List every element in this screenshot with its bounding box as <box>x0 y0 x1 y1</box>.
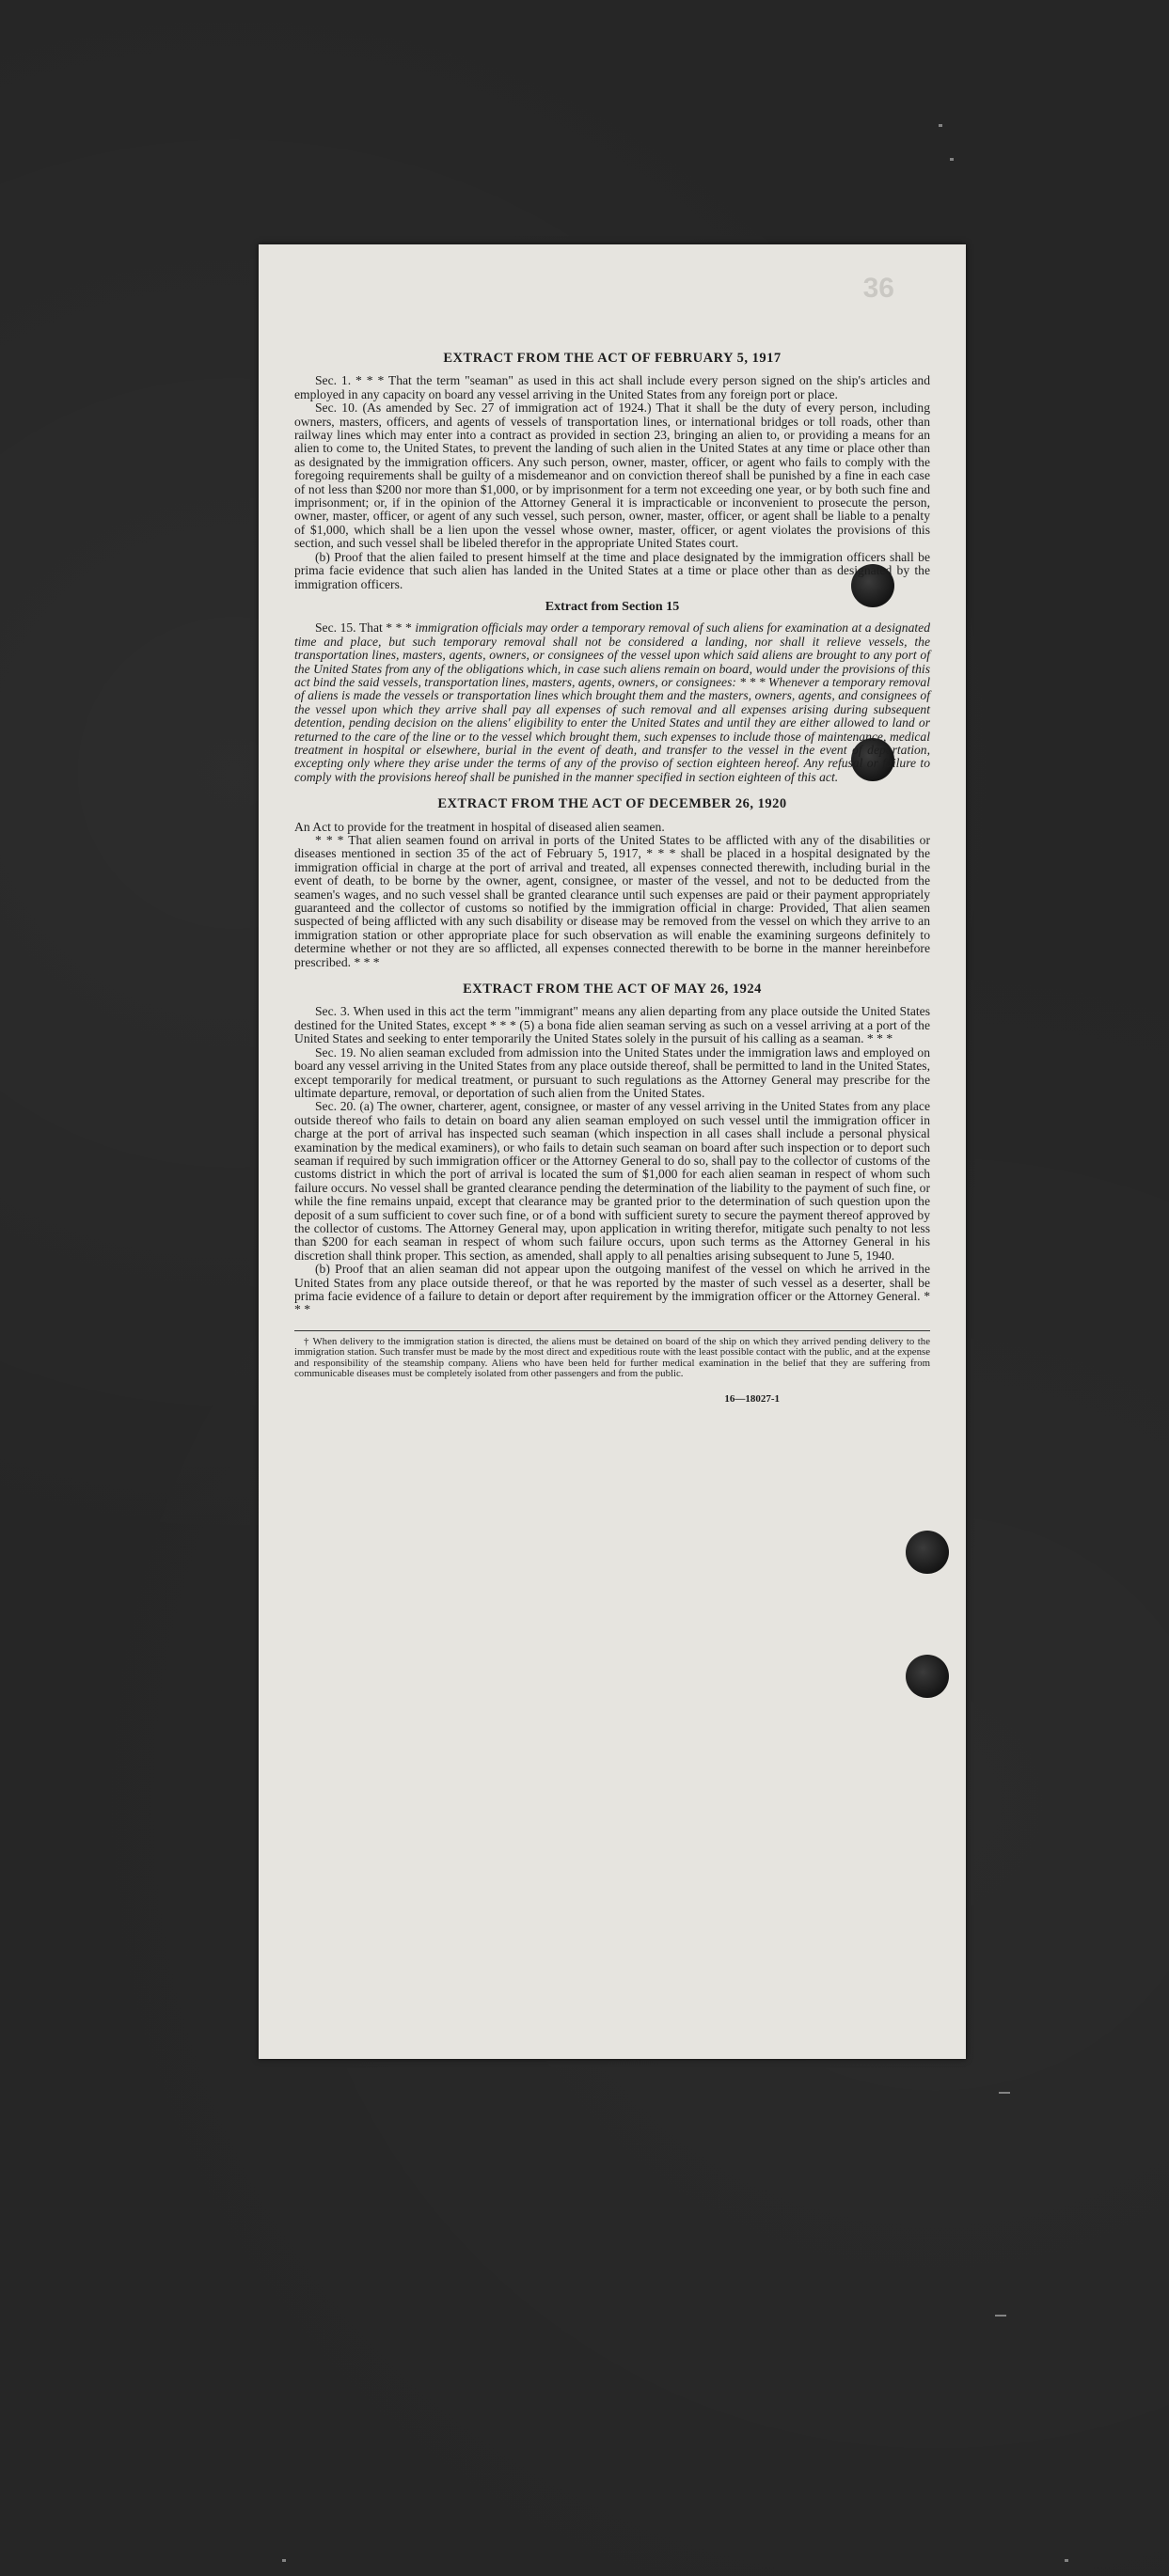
form-number: 16—18027-1 <box>724 1393 780 1406</box>
document-page <box>259 244 966 2059</box>
footnote: † When delivery to the immigration station is directed, the aliens must be detained on board of the ship on which they arrived pending delivery to the immigration station. Such transfer must be made by the most direct and expeditious route with the least possible contact with the public, and at the expense and responsibility of the steamship company. Aliens who have been held for further medical examination in the belief that they are suffering from communicable diseases must be completely isolated from other passengers and from the public. <box>294 1335 930 1380</box>
film-speck <box>995 2315 1006 2317</box>
paragraph: Sec. 3. When used in this act the term "immigrant" means any alien departing from any place outside the United States destined for the United States, except * * * (5) a bona fide alien seaman serving as such on a vessel arriving at a port of the United States and seeking to enter temporarily the United States solely in the pursuit of his calling as a seaman. * * * <box>294 1004 930 1046</box>
section-subheading: Extract from Section 15 <box>545 599 680 614</box>
paragraph: * * * That alien seamen found on arrival in ports of the United States to be afflicted with any of the disabilities or diseases mentioned in section 35 of the act of February 5, 1917, * * * shall be placed in a hospital designated by the immigration official in charge at the port of arrival and treated, all expenses connected therewith, including burial in the event of death, to be borne by the owner, agent, consignee, or master of the vessel, and not to be deducted from the seamen's wages, and no such vessel shall be granted clearance until such expenses are paid or their payment appropriately guaranteed and the collector of customs so notified by the immigration official in charge: Provided, That alien seamen suspected of being afflicted with any such disability or disease may be removed from the vessel on which they arrive to an immigration station or other appropriate place for such observation as will enable the examining surgeons definitely to determine whether or not they are so afflicted, all expenses connected therewith to be borne in the manner hereinbefore prescribed. * * * <box>294 833 930 969</box>
footnote-divider <box>294 1330 930 1331</box>
paragraph: An Act to provide for the treatment in hospital of diseased alien seamen. <box>294 819 665 834</box>
section-heading: EXTRACT FROM THE ACT OF DECEMBER 26, 1920 <box>437 796 787 812</box>
film-speck <box>950 158 954 161</box>
page-stamp: 36 <box>862 273 894 304</box>
punch-hole <box>906 1655 949 1698</box>
section-heading: EXTRACT FROM THE ACT OF MAY 26, 1924 <box>463 982 762 997</box>
paragraph: (b) Proof that the alien failed to present himself at the time and place designated by the immigration officers shall be prima facie evidence that such alien has landed in the United States at a time or place other than as designated by the immigration officers. <box>294 549 930 591</box>
film-speck <box>939 124 942 127</box>
punch-hole <box>906 1531 949 1574</box>
paragraph-lead: Sec. 15. That * * * <box>315 620 416 636</box>
film-speck <box>1065 2559 1068 2562</box>
paragraph <box>294 621 930 784</box>
section-heading: EXTRACT FROM THE ACT OF FEBRUARY 5, 1917 <box>443 351 782 366</box>
paragraph: Sec. 20. (a) The owner, charterer, agent, consignee, or master of any vessel arriving in the United States from any place outside thereof who fails to detain on board any alien seaman employed on such vessel until the immigration officer in charge at the port of arrival has inspected such seaman (which inspection in all cases shall include a personal physical examination by the medical examiners), or who fails to detain such seaman on board after such inspection or to deport such seaman if required by such immigration officer or the Attorney General to do so, shall pay to the collector of customs of the customs district in which the port of arrival is located the sum of $1,000 for each alien seaman in respect of whom such failure occurs. No vessel shall be granted clearance pending the determination of the liability to the payment of such fine, or while the fine remains unpaid, except that clearance may be granted prior to the determination of such question upon the deposit of a sum sufficient to cover such fine, or of a bond with sufficient surety to secure the payment thereof approved by the collector of customs. The Attorney General may, upon application in writing therefor, mitigate such penalty to not less than $200 for each seaman in respect of whom such failure occurs, upon such terms as the Attorney General in his discretion shall think proper. This section, as amended, shall apply to all penalties arising subsequent to June 5, 1940. <box>294 1099 930 1263</box>
paragraph: Sec. 10. (As amended by Sec. 27 of immigration act of 1924.) That it shall be the duty of every person, including owners, masters, officers, and agents of vessels of transportation lines, or international bridges or toll roads, other than railway lines which may enter into a contract as provided in section 23, bringing an alien to, or providing a means for an alien to come to, the United States, to prevent the landing of such alien in the United States at any time or place other than as designated by the immigration officers. Any such person, owner, master, officer, or agent who fails to comply with the foregoing requirements shall be guilty of a misdemeanor and on conviction thereof shall be punished by a fine in each case of not less than $200 nor more than $1,000, or by imprisonment for a term not exceeding one year, or by both such fine and imprisonment; or, if in the opinion of the Attorney General it is impracticable or inconvenient to prosecute the person, owner, master, officer, or agent of any such vessel, such person, owner, master, officer, or agent shall be liable to a penalty of $1,000, which shall be a lien upon the vessel whose owner, master, officer, or agent violates the provisions of this section, and such vessel shall be libeled therefor in the appropriate United States court. <box>294 401 930 551</box>
paragraph: Sec. 1. * * * That the term "seaman" as used in this act shall include every person signed on the ship's articles and employed in any capacity on board any vessel arriving in the United States from any foreign port or place. <box>294 373 930 401</box>
film-speck <box>999 2092 1010 2094</box>
document-body <box>294 338 930 1406</box>
paragraph-italic-text: immigration officials may order a temporary removal of such aliens for examination at a designated time and place, but such temporary removal shall not be considered a landing, nor shall it relieve vessels, the transportation lines, masters, agents, owners, or consignees of the vessel upon which said aliens are brought to any port of the United States from any of the obligations which, in case such aliens remain on board, would under the provisions of this act bind the said vessels, transportation lines, masters, agents, owners, or consignees: * * * Whenever a temporary removal of aliens is made the vessels or transportation lines which brought them and the masters, owners, agents, and consignees of the vessel upon which they arrive shall pay all expenses of such removal and all expenses arising during subsequent detention, pending decision on the aliens' eligibility to enter the United States and until they are either allowed to land or returned to the care of the line or to the vessel which brought them, such expenses to include those of maintenance, medical treatment in hospital or elsewhere, burial in the event of death, and transfer to the vessel in the event of deportation, excepting only where they arise under the terms of any of the proviso of section eighteen hereof. Any refusal or failure to comply with the provisions hereof shall be punished in the manner specified in section eighteen of this act. <box>294 620 930 784</box>
film-speck <box>282 2559 286 2562</box>
paragraph: Sec. 19. No alien seaman excluded from admission into the United States under the immigration laws and employed on board any vessel arriving in the United States from any place outside thereof, shall be permitted to land in the United States, except temporarily for medical treatment, or pursuant to such regulations as the Attorney General may prescribe for the ultimate departure, removal, or deportation of such alien from the United States. <box>294 1045 930 1100</box>
paragraph: (b) Proof that an alien seaman did not appear upon the outgoing manifest of the vessel on which he arrived in the United States from any place outside thereof, or that he was reported by the master of such vessel as a deserter, shall be prima facie evidence of a failure to detain or deport after requirement by the immigration officer or the Attorney General. * * * <box>294 1262 930 1317</box>
